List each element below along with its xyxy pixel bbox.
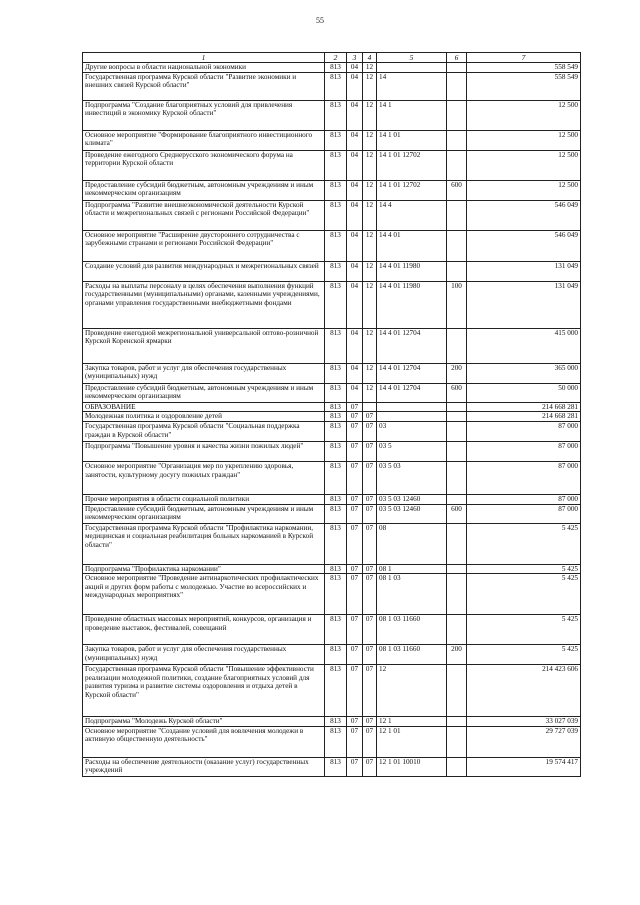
table-row	[83, 328, 581, 363]
row-grbs-code: 813	[325, 665, 347, 717]
row-expense-type	[447, 421, 467, 441]
row-subsection-code: 12	[363, 230, 377, 261]
column-header-csr: 5	[377, 53, 447, 63]
row-section-code: 07	[347, 441, 363, 461]
row-grbs-code: 813	[325, 100, 347, 130]
row-expense-type: 600	[447, 504, 467, 523]
row-name: Проведение областных массовых мероприятий, конкурсов, организация и проведение выставок, фестивалей, совещаний	[83, 615, 325, 645]
table-row	[83, 504, 581, 523]
row-subsection-code: 07	[363, 717, 377, 727]
table-row	[83, 261, 581, 281]
row-target-article: 14 1 01 12702	[377, 180, 447, 200]
row-expense-type	[447, 130, 467, 150]
table-row	[83, 100, 581, 130]
row-amount: 87 000	[467, 494, 581, 504]
row-name: Подпрограмма "Создание благоприятных условий для привлечения инвестиций в экономику Курской области"	[83, 100, 325, 130]
table-row	[83, 383, 581, 402]
row-expense-type	[447, 757, 467, 776]
row-amount: 50 000	[467, 383, 581, 402]
row-amount: 214 668 281	[467, 412, 581, 422]
table-row	[83, 717, 581, 727]
table-row	[83, 665, 581, 717]
row-grbs-code: 813	[325, 72, 347, 100]
row-amount: 558 549	[467, 63, 581, 73]
column-header-rz: 3	[347, 53, 363, 63]
row-subsection-code: 07	[363, 523, 377, 564]
column-header-vr: 6	[447, 53, 467, 63]
row-name: Подпрограмма "Повышение уровня и качества жизни пожилых людей"	[83, 441, 325, 461]
row-target-article: 08 1 03	[377, 574, 447, 615]
table-row	[83, 757, 581, 776]
budget-table	[82, 52, 581, 777]
table-row	[83, 363, 581, 383]
row-grbs-code: 813	[325, 441, 347, 461]
row-subsection-code: 07	[363, 615, 377, 645]
row-subsection-code: 12	[363, 200, 377, 230]
table-row	[83, 281, 581, 328]
table-row	[83, 72, 581, 100]
row-amount: 131 049	[467, 261, 581, 281]
row-subsection-code: 07	[363, 504, 377, 523]
row-name: Предоставление субсидий бюджетным, автономным учреждениям и иным некоммерческим организациям	[83, 504, 325, 523]
row-grbs-code: 813	[325, 230, 347, 261]
row-amount: 131 049	[467, 281, 581, 328]
row-target-article	[377, 402, 447, 412]
row-amount: 558 549	[467, 72, 581, 100]
row-expense-type: 100	[447, 281, 467, 328]
row-name: ОБРАЗОВАНИЕ	[83, 402, 325, 412]
row-amount: 19 574 417	[467, 757, 581, 776]
row-target-article: 08	[377, 523, 447, 564]
row-section-code: 04	[347, 63, 363, 73]
row-name: Основное мероприятие "Формирование благоприятного инвестиционного климата"	[83, 130, 325, 150]
row-target-article: 03 5	[377, 441, 447, 461]
row-amount: 5 425	[467, 615, 581, 645]
row-amount: 12 500	[467, 150, 581, 180]
row-section-code: 07	[347, 717, 363, 727]
row-target-article: 14 4 01 12704	[377, 383, 447, 402]
row-subsection-code: 07	[363, 441, 377, 461]
column-header-sum: 7	[467, 53, 581, 63]
row-section-code: 04	[347, 72, 363, 100]
row-name: Молодежная политика и оздоровление детей	[83, 412, 325, 422]
table-row	[83, 615, 581, 645]
table-row	[83, 200, 581, 230]
row-name: Закупка товаров, работ и услуг для обеспечения государственных (муниципальных) нужд	[83, 645, 325, 665]
table-row	[83, 494, 581, 504]
row-target-article: 14 4 01 12704	[377, 328, 447, 363]
row-section-code: 07	[347, 504, 363, 523]
table-row	[83, 523, 581, 564]
table-row	[83, 574, 581, 615]
row-amount: 87 000	[467, 461, 581, 494]
row-grbs-code: 813	[325, 615, 347, 645]
row-section-code: 07	[347, 615, 363, 645]
row-expense-type	[447, 72, 467, 100]
row-expense-type	[447, 402, 467, 412]
row-target-article: 12 1	[377, 717, 447, 727]
row-target-article: 08 1 03 11660	[377, 645, 447, 665]
row-target-article	[377, 63, 447, 73]
row-name: Другие вопросы в области национальной экономики	[83, 63, 325, 73]
row-grbs-code: 813	[325, 200, 347, 230]
row-name: Проведение ежегодного Среднерусского экономического форума на территории Курской области	[83, 150, 325, 180]
row-target-article: 12 1 01 10010	[377, 757, 447, 776]
row-target-article: 12 1 01	[377, 726, 447, 757]
row-name: Создание условий для развития международных и межрегиональных связей	[83, 261, 325, 281]
row-target-article: 14	[377, 72, 447, 100]
row-section-code: 07	[347, 726, 363, 757]
row-expense-type: 600	[447, 383, 467, 402]
row-section-code: 04	[347, 230, 363, 261]
row-expense-type	[447, 494, 467, 504]
row-amount: 87 000	[467, 504, 581, 523]
row-grbs-code: 813	[325, 281, 347, 328]
row-section-code: 04	[347, 130, 363, 150]
row-target-article: 14 1 01 12702	[377, 150, 447, 180]
row-section-code: 07	[347, 421, 363, 441]
row-target-article: 14 4 01	[377, 230, 447, 261]
row-grbs-code: 813	[325, 63, 347, 73]
row-amount: 546 049	[467, 230, 581, 261]
row-grbs-code: 813	[325, 564, 347, 574]
table-row	[83, 63, 581, 73]
table-row	[83, 150, 581, 180]
row-subsection-code: 12	[363, 100, 377, 130]
row-subsection-code: 07	[363, 574, 377, 615]
row-subsection-code: 07	[363, 757, 377, 776]
row-amount: 87 000	[467, 421, 581, 441]
row-amount: 12 500	[467, 130, 581, 150]
row-expense-type	[447, 564, 467, 574]
column-header-grbs: 2	[325, 53, 347, 63]
row-name: Проведение ежегодной межрегиональной универсальной оптово-розничной Курской Коренской ярмарки	[83, 328, 325, 363]
row-expense-type	[447, 523, 467, 564]
row-expense-type	[447, 63, 467, 73]
row-grbs-code: 813	[325, 412, 347, 422]
table-row	[83, 421, 581, 441]
row-section-code: 07	[347, 412, 363, 422]
row-subsection-code: 07	[363, 564, 377, 574]
row-expense-type	[447, 100, 467, 130]
row-section-code: 07	[347, 461, 363, 494]
row-target-article: 14 1 01	[377, 130, 447, 150]
row-expense-type	[447, 150, 467, 180]
row-grbs-code: 813	[325, 421, 347, 441]
row-name: Государственная программа Курской области "Социальная поддержка граждан в Курской области"	[83, 421, 325, 441]
row-name: Подпрограмма "Молодежь Курской области"	[83, 717, 325, 727]
table-row	[83, 412, 581, 422]
table-row	[83, 230, 581, 261]
row-section-code: 07	[347, 564, 363, 574]
row-amount: 214 668 281	[467, 402, 581, 412]
row-amount: 12 500	[467, 180, 581, 200]
row-subsection-code: 12	[363, 261, 377, 281]
column-header-name: 1	[83, 53, 325, 63]
row-amount: 33 027 039	[467, 717, 581, 727]
row-section-code: 04	[347, 261, 363, 281]
row-name: Расходы на обеспечение деятельности (оказание услуг) государственных учреждений	[83, 757, 325, 776]
row-grbs-code: 813	[325, 757, 347, 776]
row-section-code: 07	[347, 665, 363, 717]
row-subsection-code: 12	[363, 130, 377, 150]
column-header-pr: 4	[363, 53, 377, 63]
page-number: 55	[316, 16, 324, 25]
row-name: Подпрограмма "Профилактика наркомании"	[83, 564, 325, 574]
row-expense-type	[447, 726, 467, 757]
row-expense-type	[447, 412, 467, 422]
row-name: Государственная программа Курской области "Профилактика наркомании, медицинская и социальная реабилитация больных наркоманией в Курской области"	[83, 523, 325, 564]
row-grbs-code: 813	[325, 130, 347, 150]
row-grbs-code: 813	[325, 363, 347, 383]
row-target-article: 03	[377, 421, 447, 441]
row-subsection-code: 12	[363, 63, 377, 73]
row-target-article: 08 1 03 11660	[377, 615, 447, 645]
row-target-article: 14 4 01 11980	[377, 261, 447, 281]
row-name: Основное мероприятие "Проведение антинаркотических профилактических акций и других форм работы с молодежью. Участие во всероссийских и международных мероприятиях"	[83, 574, 325, 615]
row-grbs-code: 813	[325, 461, 347, 494]
row-expense-type	[447, 261, 467, 281]
row-name: Государственная программа Курской области "Развитие экономики и внешних связей Курской области"	[83, 72, 325, 100]
row-expense-type: 600	[447, 180, 467, 200]
row-section-code: 04	[347, 150, 363, 180]
row-name: Прочие мероприятия в области социальной политики	[83, 494, 325, 504]
row-subsection-code: 12	[363, 180, 377, 200]
row-grbs-code: 813	[325, 328, 347, 363]
row-grbs-code: 813	[325, 645, 347, 665]
row-grbs-code: 813	[325, 726, 347, 757]
row-expense-type	[447, 441, 467, 461]
row-subsection-code: 12	[363, 328, 377, 363]
row-section-code: 07	[347, 757, 363, 776]
row-section-code: 04	[347, 180, 363, 200]
row-section-code: 04	[347, 281, 363, 328]
row-amount: 5 425	[467, 523, 581, 564]
row-section-code: 07	[347, 645, 363, 665]
row-target-article	[377, 412, 447, 422]
row-grbs-code: 813	[325, 504, 347, 523]
row-name: Основное мероприятие "Создание условий для вовлечения молодежи в активную общественную деятельность"	[83, 726, 325, 757]
row-grbs-code: 813	[325, 523, 347, 564]
table-row	[83, 130, 581, 150]
row-amount: 5 425	[467, 574, 581, 615]
row-expense-type	[447, 200, 467, 230]
row-name: Предоставление субсидий бюджетным, автономным учреждениям и иным некоммерческим организациям	[83, 383, 325, 402]
row-name: Закупка товаров, работ и услуг для обеспечения государственных (муниципальных) нужд	[83, 363, 325, 383]
row-target-article: 03 5 03	[377, 461, 447, 494]
row-expense-type: 200	[447, 363, 467, 383]
row-amount: 5 425	[467, 564, 581, 574]
row-subsection-code: 07	[363, 665, 377, 717]
row-expense-type	[447, 230, 467, 261]
row-amount: 12 500	[467, 100, 581, 130]
table-row	[83, 441, 581, 461]
row-expense-type	[447, 717, 467, 727]
row-amount: 365 000	[467, 363, 581, 383]
table-body	[83, 63, 581, 777]
row-subsection-code: 12	[363, 72, 377, 100]
row-amount: 87 000	[467, 441, 581, 461]
row-expense-type	[447, 615, 467, 645]
row-expense-type	[447, 665, 467, 717]
row-name: Предоставление субсидий бюджетным, автономным учреждениям и иным некоммерческим организациям	[83, 180, 325, 200]
row-grbs-code: 813	[325, 717, 347, 727]
row-subsection-code: 07	[363, 494, 377, 504]
row-expense-type	[447, 328, 467, 363]
row-name: Основное мероприятие "Организация мер по укреплению здоровья, занятости, культурному досугу пожилых граждан"	[83, 461, 325, 494]
row-subsection-code: 07	[363, 461, 377, 494]
table-row	[83, 402, 581, 412]
row-amount: 29 727 039	[467, 726, 581, 757]
row-subsection-code	[363, 402, 377, 412]
row-subsection-code: 07	[363, 645, 377, 665]
row-target-article: 14 4	[377, 200, 447, 230]
row-section-code: 04	[347, 100, 363, 130]
row-grbs-code: 813	[325, 261, 347, 281]
row-section-code: 07	[347, 523, 363, 564]
row-grbs-code: 813	[325, 180, 347, 200]
row-amount: 415 000	[467, 328, 581, 363]
row-grbs-code: 813	[325, 150, 347, 180]
row-subsection-code: 07	[363, 412, 377, 422]
table-row	[83, 180, 581, 200]
row-target-article: 14 1	[377, 100, 447, 130]
row-name: Государственная программа Курской области "Повышение эффективности реализации молодежной политики, создание благоприятных условий для развития туризма и развитие системы оздоровления и отдыха детей в Курской области"	[83, 665, 325, 717]
row-grbs-code: 813	[325, 383, 347, 402]
row-subsection-code: 12	[363, 281, 377, 328]
row-name: Подпрограмма "Развитие внешнеэкономической деятельности Курской области и межрегиональных связей с регионами Российской Федерации"	[83, 200, 325, 230]
row-amount: 5 425	[467, 645, 581, 665]
table-row	[83, 645, 581, 665]
row-section-code: 07	[347, 494, 363, 504]
row-section-code: 04	[347, 363, 363, 383]
row-section-code: 07	[347, 402, 363, 412]
row-expense-type: 200	[447, 645, 467, 665]
row-target-article: 08 1	[377, 564, 447, 574]
row-grbs-code: 813	[325, 494, 347, 504]
table-row	[83, 564, 581, 574]
row-section-code: 04	[347, 383, 363, 402]
row-subsection-code: 12	[363, 150, 377, 180]
row-amount: 546 049	[467, 200, 581, 230]
row-grbs-code: 813	[325, 574, 347, 615]
row-expense-type	[447, 574, 467, 615]
row-subsection-code: 07	[363, 421, 377, 441]
row-target-article: 12	[377, 665, 447, 717]
table-row	[83, 726, 581, 757]
row-amount: 214 423 606	[467, 665, 581, 717]
row-name: Основное мероприятие "Расширение двустороннего сотрудничества с зарубежными странами и регионами Российской Федерации"	[83, 230, 325, 261]
row-target-article: 14 4 01 11980	[377, 281, 447, 328]
row-section-code: 04	[347, 200, 363, 230]
row-subsection-code: 12	[363, 363, 377, 383]
row-subsection-code: 12	[363, 383, 377, 402]
row-target-article: 03 5 03 12460	[377, 504, 447, 523]
row-grbs-code: 813	[325, 402, 347, 412]
row-target-article: 14 4 01 12704	[377, 363, 447, 383]
column-number-row	[83, 53, 581, 63]
table-row	[83, 461, 581, 494]
row-target-article: 03 5 03 12460	[377, 494, 447, 504]
row-section-code: 04	[347, 328, 363, 363]
row-expense-type	[447, 461, 467, 494]
row-name: Расходы на выплаты персоналу в целях обеспечения выполнения функций государственными (муниципальными) органами, казенными учреждениями, органами управления государственными внебюджетными фондами	[83, 281, 325, 328]
row-subsection-code: 07	[363, 726, 377, 757]
row-section-code: 07	[347, 574, 363, 615]
